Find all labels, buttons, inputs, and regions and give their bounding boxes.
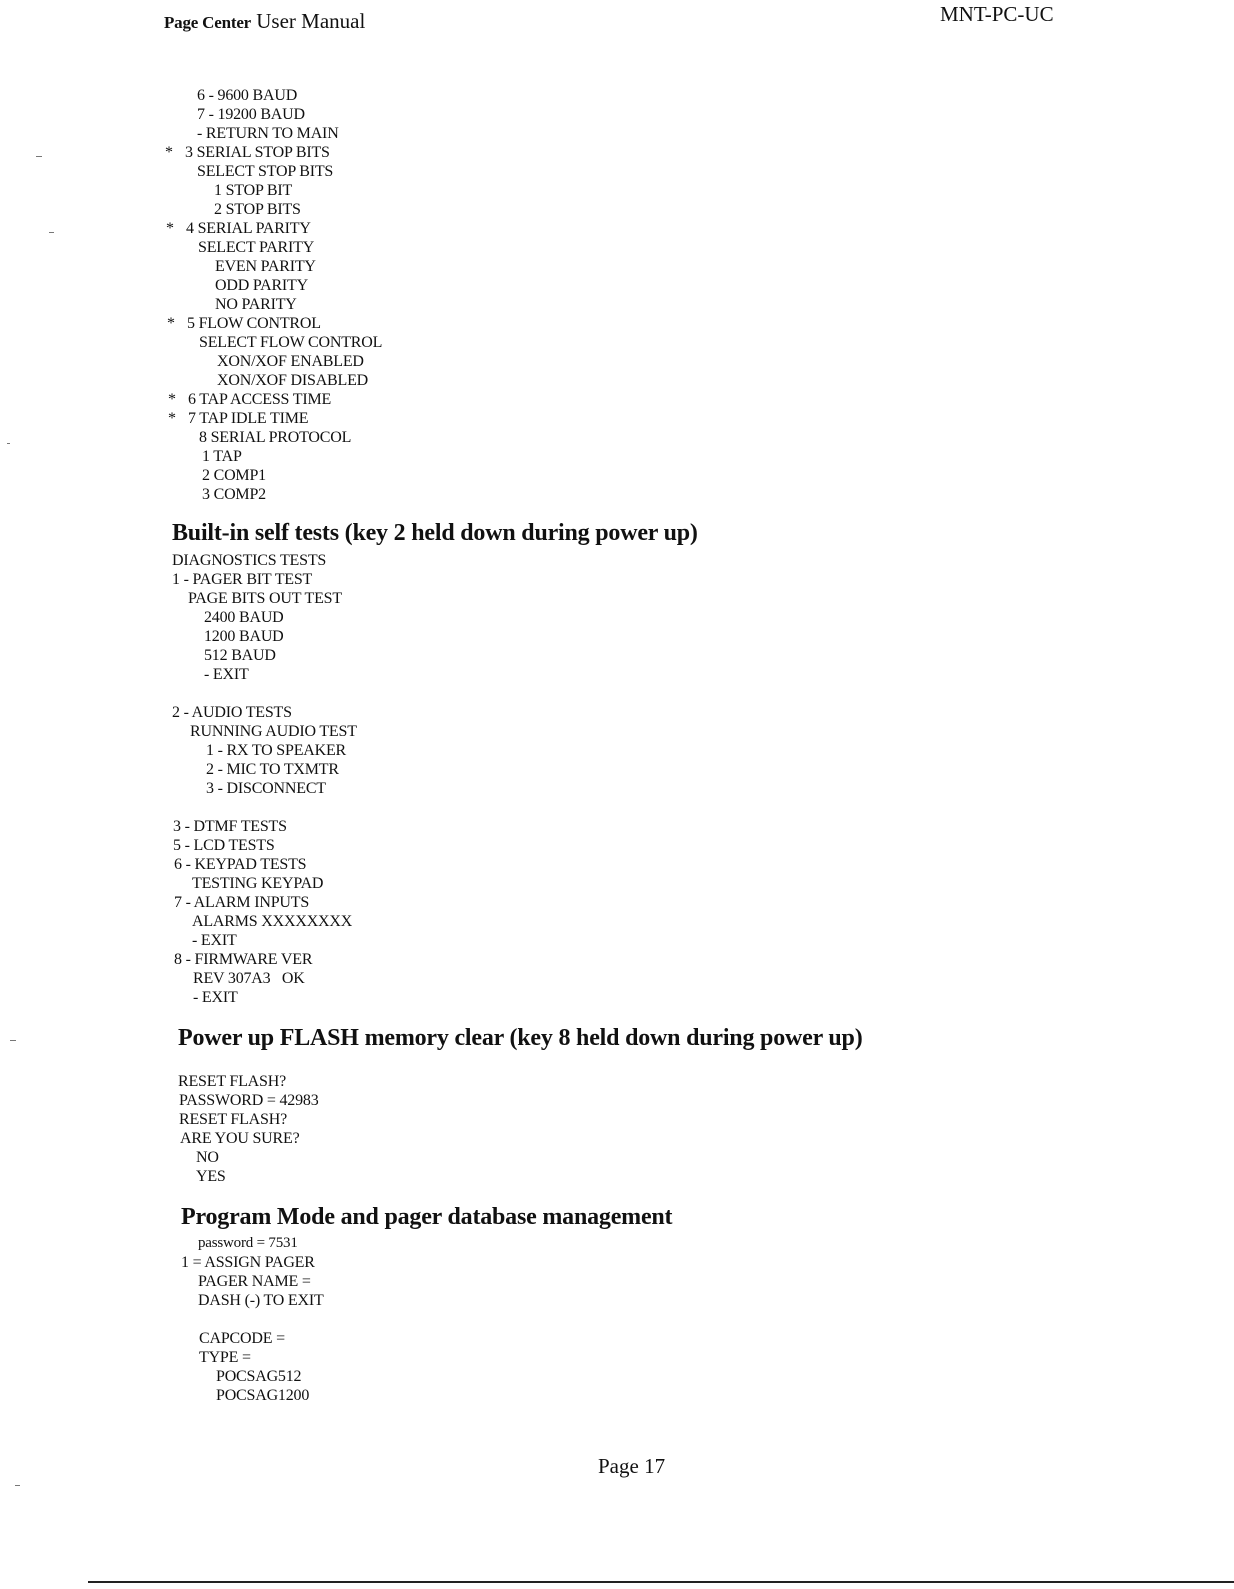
menu-line-protocol-opt2: 2 COMP1 <box>202 467 266 484</box>
section-heading-program-mode: Program Mode and pager database management <box>181 1204 673 1230</box>
asterisk-marker: * <box>168 410 176 427</box>
menu-line-flow-opt1: XON/XOF ENABLED <box>217 353 364 370</box>
menu-line-pager-bit-opt3: 512 BAUD <box>204 647 276 664</box>
menu-line-audio-opt1: 1 - RX TO SPEAKER <box>206 742 347 759</box>
menu-line-return-main: - RETURN TO MAIN <box>197 125 339 142</box>
page-number: Page 17 <box>598 1454 666 1478</box>
menu-line-type-opt1: POCSAG512 <box>216 1368 302 1385</box>
menu-line-audio-opt3: 3 - DISCONNECT <box>206 780 326 797</box>
menu-line-lcd-tests: 5 - LCD TESTS <box>173 837 275 854</box>
menu-line-alarm-inputs: 7 - ALARM INPUTS <box>174 894 310 911</box>
asterisk-marker: * <box>165 144 173 161</box>
menu-line-no: NO <box>196 1149 219 1166</box>
menu-line-testing-keypad: TESTING KEYPAD <box>192 875 324 892</box>
menu-line-parity-opt3: NO PARITY <box>215 296 297 313</box>
menu-line-assign-pager: 1 = ASSIGN PAGER <box>181 1254 315 1271</box>
menu-line-pager-bit-exit: - EXIT <box>204 666 249 683</box>
menu-line-firmware-exit: - EXIT <box>193 989 238 1006</box>
document-code: MNT-PC-UC <box>940 2 1054 26</box>
menu-line-type-opt2: POCSAG1200 <box>216 1387 310 1404</box>
scan-speck <box>49 232 54 233</box>
scan-speck <box>15 1485 20 1486</box>
menu-line-protocol-opt1: 1 TAP <box>202 448 242 465</box>
menu-line-audio-tests: 2 - AUDIO TESTS <box>172 704 292 721</box>
menu-line-keypad-tests: 6 - KEYPAD TESTS <box>174 856 307 873</box>
manual-title <box>164 9 365 34</box>
menu-line-diagnostics: DIAGNOSTICS TESTS <box>172 552 327 569</box>
menu-line-flow-prompt: SELECT FLOW CONTROL <box>199 334 383 351</box>
menu-line-parity-prompt: SELECT PARITY <box>198 239 315 256</box>
menu-line-dtmf-tests: 3 - DTMF TESTS <box>173 818 287 835</box>
menu-line-flow-control: 5 FLOW CONTROL <box>187 315 321 332</box>
menu-line-capcode: CAPCODE = <box>199 1330 285 1347</box>
brand-name: Page Center <box>164 13 252 32</box>
scan-speck <box>10 1040 16 1041</box>
scan-speck <box>7 443 10 444</box>
menu-line-pager-bit-opt2: 1200 BAUD <box>204 628 284 645</box>
menu-line-alarms: ALARMS XXXXXXXX <box>192 913 353 930</box>
menu-line-parity: 4 SERIAL PARITY <box>186 220 311 237</box>
menu-line-parity-opt1: EVEN PARITY <box>215 258 316 275</box>
asterisk-marker: * <box>166 220 174 237</box>
menu-line-type: TYPE = <box>199 1349 251 1366</box>
menu-line-reset-flash: RESET FLASH? <box>178 1073 286 1090</box>
menu-line-firmware-rev: REV 307A3 OK <box>193 970 305 987</box>
menu-line-stop-bits-opt1: 1 STOP BIT <box>214 182 293 199</box>
menu-line-program-password: password = 7531 <box>198 1235 298 1251</box>
menu-line-audio-opt2: 2 - MIC TO TXMTR <box>206 761 339 778</box>
menu-line-are-you-sure: ARE YOU SURE? <box>180 1130 300 1147</box>
menu-line-protocol-opt3: 3 COMP2 <box>202 486 266 503</box>
menu-line-yes: YES <box>196 1168 226 1185</box>
manual-label: User Manual <box>256 9 366 33</box>
bottom-rule <box>88 1581 1234 1583</box>
menu-line-tap-access: 6 TAP ACCESS TIME <box>188 391 332 408</box>
section-heading-self-tests: Built-in self tests (key 2 held down during power up) <box>172 520 698 546</box>
menu-line-reset-flash-confirm: RESET FLASH? <box>179 1111 287 1128</box>
menu-line-alarm-exit: - EXIT <box>192 932 237 949</box>
menu-line-stop-bits-opt2: 2 STOP BITS <box>214 201 301 218</box>
asterisk-marker: * <box>168 391 176 408</box>
menu-line-stop-bits-prompt: SELECT STOP BITS <box>197 163 334 180</box>
scan-speck <box>36 156 42 157</box>
menu-line-parity-opt2: ODD PARITY <box>215 277 308 294</box>
section-heading-flash-clear: Power up FLASH memory clear (key 8 held down during power up) <box>178 1025 863 1051</box>
menu-line-firmware-ver: 8 - FIRMWARE VER <box>174 951 313 968</box>
menu-line-flash-password: PASSWORD = 42983 <box>179 1092 319 1109</box>
menu-line-serial-protocol: 8 SERIAL PROTOCOL <box>199 429 352 446</box>
menu-line-pager-bit-opt1: 2400 BAUD <box>204 609 284 626</box>
menu-line-stop-bits: 3 SERIAL STOP BITS <box>185 144 330 161</box>
menu-line-page-bits-out: PAGE BITS OUT TEST <box>188 590 342 607</box>
menu-line-flow-opt2: XON/XOF DISABLED <box>217 372 369 389</box>
menu-line-pager-bit-test: 1 - PAGER BIT TEST <box>172 571 313 588</box>
menu-line-dash-exit: DASH (-) TO EXIT <box>198 1292 324 1309</box>
menu-line-tap-idle: 7 TAP IDLE TIME <box>188 410 309 427</box>
menu-line-pager-name: PAGER NAME = <box>198 1273 311 1290</box>
menu-line-baud-9600: 6 - 9600 BAUD <box>197 87 298 104</box>
menu-line-running-audio: RUNNING AUDIO TEST <box>190 723 357 740</box>
asterisk-marker: * <box>167 315 175 332</box>
menu-line-baud-19200: 7 - 19200 BAUD <box>197 106 305 123</box>
